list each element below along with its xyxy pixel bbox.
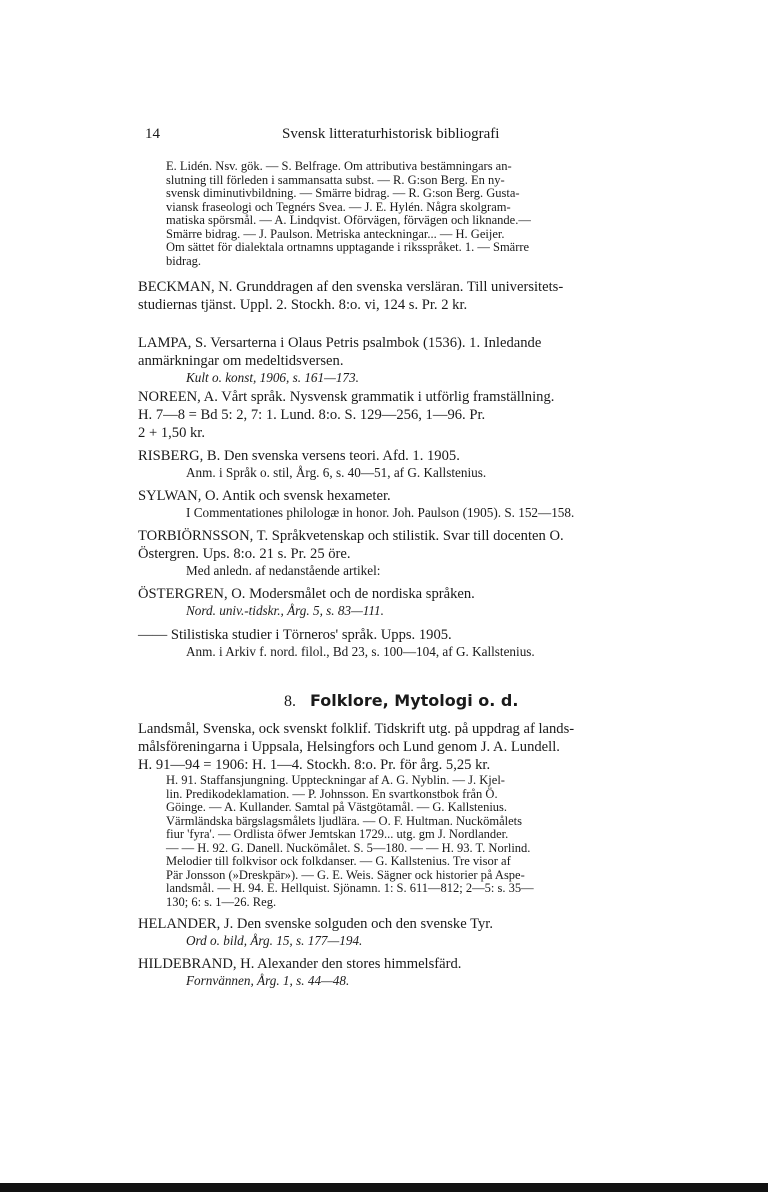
entry-source: Anm. i Språk o. stil, Årg. 6, s. 40—51, af G. Kallstenius. — [186, 465, 487, 480]
entry-line: H. 7—8 = Bd 5: 2, 7: 1. Lund. 8:o. S. 129—256, 1—96. Pr. — [138, 407, 486, 423]
entry-line: LAMPA, S. Versarterna i Olaus Petris psalmbok (1536). 1. Inledande — [138, 335, 542, 351]
bib-entry-beckman — [138, 278, 670, 314]
bib-entry-ostergren — [138, 585, 670, 619]
entry-source: Kult o. konst, 1906, s. 161—173. — [186, 370, 359, 385]
entry-source: Fornvännen, Årg. 1, s. 44—48. — [186, 973, 350, 988]
entry-line: ÖSTERGREN, O. Modersmålet och de nordiska språken. — [138, 586, 475, 602]
bib-entry-lampa — [138, 334, 670, 386]
landsmal-notes — [166, 774, 670, 909]
scan-edge-bar — [0, 1183, 768, 1192]
note-line: H. 91. Staffansjungning. Uppteckningar af A. G. Nyblin. — J. Kjel- — [166, 773, 505, 787]
entry-line: TORBIÖRNSSON, T. Språkvetenskap och stilistik. Svar till docenten O. — [138, 528, 564, 544]
note-line: matiska spörsmål. — A. Lindqvist. Oförvägen, förvägen och liknande.— — [166, 213, 531, 227]
note-line: E. Lidén. Nsv. gök. — S. Belfrage. Om attributiva bestämningars an- — [166, 159, 512, 173]
note-line: svensk diminutivbildning. — Smärre bidrag. — R. G:son Berg. Gusta- — [166, 186, 520, 200]
note-line: Smärre bidrag. — J. Paulson. Metriska anteckningar... — H. Geijer. — [166, 226, 505, 241]
note-line: — — H. 92. G. Danell. Nuckömålet. S. 5—180. — — H. 93. T. Norlind. — [166, 840, 531, 855]
entry-line: —— Stilistiska studier i Törneros' språk. Upps. 1905. — [138, 627, 452, 643]
bib-entry-torbiornsson — [138, 527, 670, 579]
entry-line: målsföreningarna i Uppsala, Helsingfors och Lund genom J. A. Lundell. — [138, 739, 560, 755]
note-line: landsmål. — H. 94. E. Hellquist. Sjönamn. 1: S. 611—812; 2—5: s. 35— — [166, 881, 534, 895]
note-line: 130; 6: s. 1—26. Reg. — [166, 894, 277, 909]
note-line: slutning till förleden i sammansatta subst. — R. G:son Berg. En ny- — [166, 172, 505, 187]
page-number: 14 — [145, 126, 160, 142]
note-line: Värmländska bärgslagsmålets ljudlära. — O. F. Hultman. Nuckömålets — [166, 813, 522, 828]
entry-source: Anm. i Arkiv f. nord. filol., Bd 23, s. 100—104, af G. Kallstenius. — [186, 644, 535, 659]
entry-line: 2 + 1,50 kr. — [138, 425, 206, 441]
entry-line: HILDEBRAND, H. Alexander den stores himmelsfärd. — [138, 956, 462, 972]
entry-source: Nord. univ.-tidskr., Årg. 5, s. 83—111. — [186, 603, 384, 618]
entry-line: Landsmål, Svenska, ock svenskt folklif. Tidskrift utg. på uppdrag af lands- — [138, 721, 575, 737]
note-line: viansk fraseologi och Tegnérs Svea. — J. E. Hylén. Några skolgram- — [166, 199, 511, 214]
bib-entry-noreen — [138, 388, 670, 442]
running-title: Svensk litteraturhistorisk bibliografi — [282, 126, 500, 142]
top-notes — [166, 160, 670, 268]
section-heading — [284, 691, 518, 711]
entry-line: Östergren. Ups. 8:o. 21 s. Pr. 25 öre. — [138, 546, 351, 562]
entry-line: NOREEN, A. Vårt språk. Nysvensk grammatik i utförlig framställning. — [138, 389, 555, 405]
entry-source: I Commentationes philologæ in honor. Joh. Paulson (1905). S. 152—158. — [186, 505, 575, 520]
bib-entry-sylwan — [138, 487, 670, 521]
entry-line: HELANDER, J. Den svenske solguden och den svenske Tyr. — [138, 916, 493, 932]
bib-entry-helander — [138, 915, 670, 949]
note-line: Pär Jonsson (»Dreskpär»). — G. E. Weis. Sägner ock historier på Aspe- — [166, 867, 525, 882]
entry-line: anmärkningar om medeltidsversen. — [138, 353, 344, 369]
entry-line: studiernas tjänst. Uppl. 2. Stockh. 8:o. vi, 124 s. Pr. 2 kr. — [138, 297, 468, 313]
note-line: fiur 'fyra'. — Ordlista öfwer Jemtskan 1729... utg. gm J. Nordlander. — [166, 827, 509, 841]
entry-line: SYLWAN, O. Antik och svensk hexameter. — [138, 488, 391, 504]
entry-line: BECKMAN, N. Grunddragen af den svenska versläran. Till universitets- — [138, 279, 564, 295]
section-number: 8. — [284, 693, 296, 710]
note-line: Göinge. — A. Kullander. Samtal på Västgötamål. — G. Kallstenius. — [166, 800, 508, 814]
note-line: Om sättet för dialektala ortnamns upptagande i riksspråket. 1. — Smärre — [166, 240, 530, 254]
bib-entry-hildebrand — [138, 955, 670, 989]
note-line: Melodier till folkvisor ock folkdanser. — G. Kallstenius. Tre visor af — [166, 854, 511, 868]
entry-source: Med anledn. af nedanstående artikel: — [186, 563, 381, 578]
note-line: lin. Predikodeklamation. — P. Johnsson. En svartkonstbok från Ö. — [166, 786, 498, 801]
entry-line: RISBERG, B. Den svenska versens teori. Afd. 1. 1905. — [138, 448, 460, 464]
entry-source: Ord o. bild, Årg. 15, s. 177—194. — [186, 933, 363, 948]
bib-entry-landsmal — [138, 720, 670, 774]
note-line: bidrag. — [166, 253, 202, 268]
bib-entry-risberg — [138, 447, 670, 481]
entry-line: H. 91—94 = 1906: H. 1—4. Stockh. 8:o. Pr. för årg. 5,25 kr. — [138, 757, 491, 773]
bib-entry-stilistiska — [138, 626, 670, 660]
section-title: Folklore, Mytologi o. d. — [310, 691, 519, 710]
